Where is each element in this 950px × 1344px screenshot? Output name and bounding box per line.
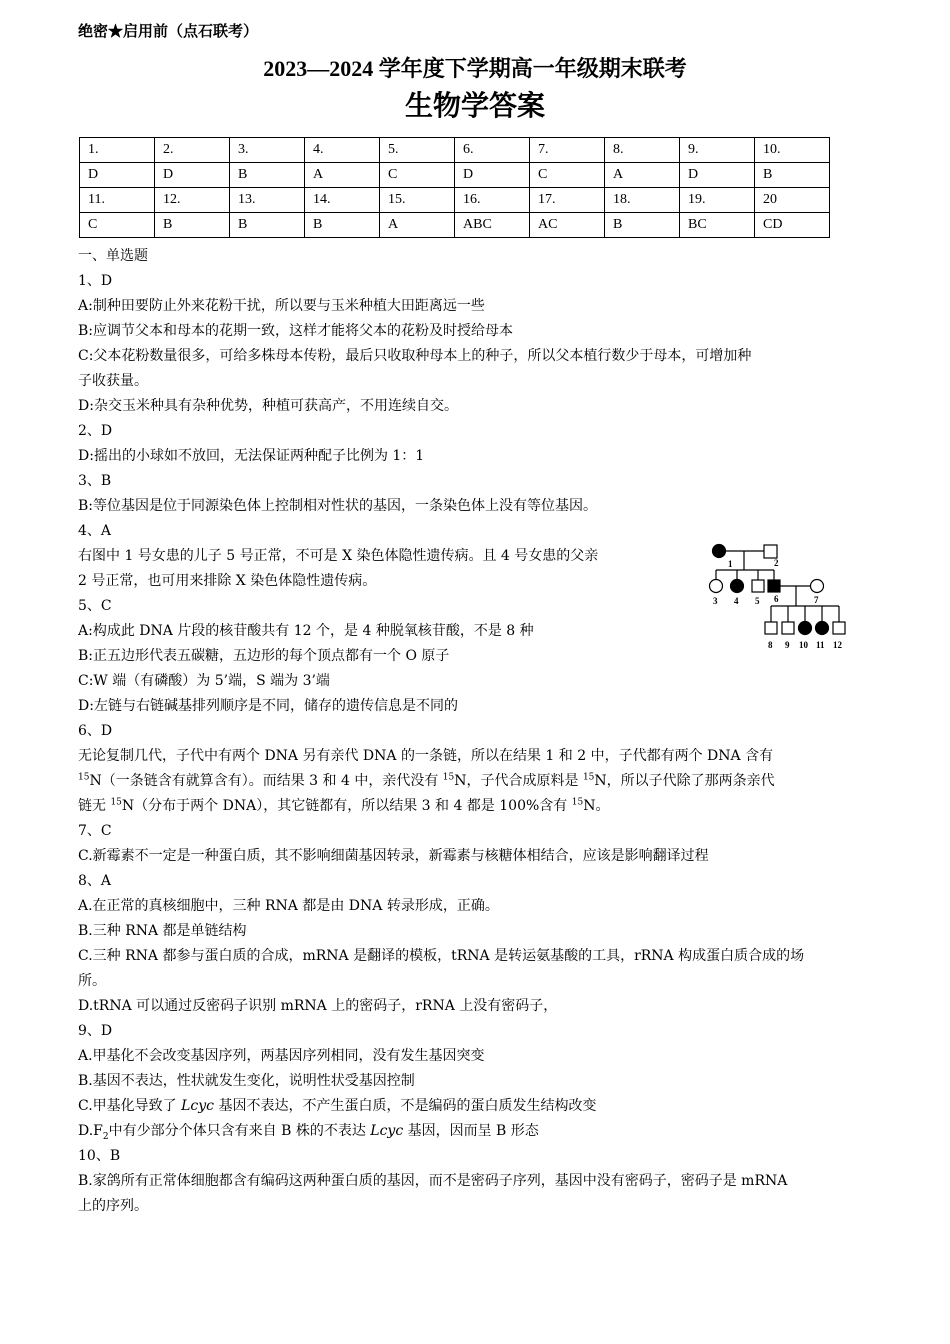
table-cell: 3.	[230, 138, 305, 163]
table-row	[80, 138, 830, 163]
q9-text: 基因，因而呈 B 形态	[403, 1123, 539, 1139]
q6-text: N，子代合成原料是	[454, 773, 583, 789]
q9-text: C.甲基化导致了	[78, 1098, 182, 1114]
q3-heading: 3、B	[78, 473, 112, 489]
pedigree-label: 11	[816, 640, 825, 650]
exam-title: 2023—2024 学年度下学期高一年级期末联考	[263, 56, 687, 81]
table-cell: 15.	[380, 188, 455, 213]
q5-option-d: D:左链与右链碱基排列顺序是不同，储存的遗传信息是不同的	[78, 698, 458, 714]
answer-title: 生物学答案	[404, 89, 545, 122]
answer-table	[79, 137, 830, 238]
table-cell: 17.	[530, 188, 605, 213]
pedigree-male-normal	[782, 622, 794, 634]
pedigree-female-normal	[710, 580, 723, 593]
q1-option-c-cont: 子收获量。	[78, 373, 148, 389]
q4-line-2: 2 号正常，也可用来排除 X 染色体隐性遗传病。	[78, 573, 377, 589]
gene-name: Lcyc	[181, 1098, 215, 1114]
table-cell: 1.	[80, 138, 155, 163]
q7-heading: 7、C	[78, 823, 112, 839]
q10-option-b-cont: 上的序列。	[78, 1198, 148, 1214]
table-row	[80, 163, 830, 188]
q1-option-b: B:应调节父本和母本的花期一致，这样才能将父本的花粉及时授给母本	[78, 323, 514, 339]
q2-option-d: D:摇出的小球如不放回，无法保证两种配子比例为 1：1	[78, 448, 425, 464]
q3-option-b: B:等位基因是位于同源染色体上控制相对性状的基因，一条染色体上没有等位基因。	[78, 498, 598, 514]
q5-option-a: A:构成此 DNA 片段的核苷酸共有 12 个，是 4 种脱氧核苷酸，不是 8 种	[78, 623, 534, 639]
pedigree-label: 5	[755, 596, 760, 606]
q1-heading: 1、D	[78, 273, 113, 289]
table-cell: 7.	[530, 138, 605, 163]
table-cell: AC	[530, 213, 605, 238]
q9-option-a: A.甲基化不会改变基因序列，两基因序列相同，没有发生基因突变	[78, 1048, 485, 1064]
pedigree-label: 12	[833, 640, 842, 650]
q6-text: 链无	[78, 798, 111, 814]
q8-option-c: C.三种 RNA 都参与蛋白质的合成，mRNA 是翻译的模板，tRNA 是转运氨基酸的工具，rRNA 构成蛋白质合成的场	[78, 948, 805, 964]
confidential-note: 绝密★启用前（点石联考）	[78, 22, 259, 40]
pedigree-label: 1	[728, 559, 733, 569]
q6-text: N（一条链含有就算含有）。而结果 3 和 4 中，亲代没有	[89, 773, 443, 789]
pedigree-label: 10	[799, 640, 808, 650]
pedigree-female-normal	[811, 580, 824, 593]
table-cell: D	[680, 163, 755, 188]
table-cell: D	[455, 163, 530, 188]
pedigree-label: 7	[814, 595, 819, 605]
q8-option-a: A.在正常的真核细胞中，三种 RNA 都是由 DNA 转录形成，正确。	[78, 898, 499, 914]
isotope-sup: 15	[571, 797, 584, 808]
pedigree-male-normal	[833, 622, 845, 634]
q8-option-c-cont: 所。	[78, 973, 106, 989]
pedigree-label: 6	[774, 594, 779, 604]
q6-text: N。	[583, 798, 610, 814]
table-cell: BC	[680, 213, 755, 238]
table-cell: A	[305, 163, 380, 188]
q10-heading: 10、B	[78, 1148, 121, 1164]
isotope-sup: 15	[442, 772, 455, 783]
q4-line-1: 右图中 1 号女患的儿子 5 号正常，不可是 X 染色体隐性遗传病。且 4 号女患的父亲	[78, 548, 599, 564]
q1-option-c: C:父本花粉数量很多，可给多株母本传粉，最后只收取种母本上的种子，所以父本植行数少于母本，可增加种	[78, 348, 752, 364]
table-cell: CD	[755, 213, 830, 238]
q6-line-3	[78, 794, 888, 819]
table-row	[80, 213, 830, 238]
q9-option-b: B.基因不表达，性状就发生变化，说明性状受基因控制	[78, 1073, 415, 1089]
pedigree-female-affected	[799, 622, 812, 635]
q9-text: 中有少部分个体只含有来自 B 株的不表达	[108, 1123, 371, 1139]
pedigree-diagram	[700, 538, 860, 654]
table-cell: C	[380, 163, 455, 188]
answer-explanations	[78, 244, 888, 1219]
q5-heading: 5、C	[78, 598, 112, 614]
table-cell: 11.	[80, 188, 155, 213]
pedigree-male-normal	[752, 580, 764, 592]
q1-option-d: D:杂交玉米种具有杂种优势，种植可获高产，不用连续自交。	[78, 398, 458, 414]
pedigree-male-affected	[768, 580, 780, 592]
section-title: 一、单选题	[78, 248, 148, 264]
q7-option-c: C.新霉素不一定是一种蛋白质，其不影响细菌基因转录，新霉素与核糖体相结合，应该是影响翻译过程	[78, 848, 709, 864]
table-cell: 20	[755, 188, 830, 213]
table-cell: 19.	[680, 188, 755, 213]
isotope-sup: 15	[582, 772, 595, 783]
table-cell: B	[230, 213, 305, 238]
pedigree-male-normal	[764, 545, 777, 558]
q4-heading: 4、A	[78, 523, 112, 539]
pedigree-female-affected	[731, 580, 744, 593]
pedigree-label: 2	[774, 558, 779, 568]
q8-heading: 8、A	[78, 873, 112, 889]
q8-option-b: B.三种 RNA 都是单链结构	[78, 923, 247, 939]
table-cell: 14.	[305, 188, 380, 213]
table-cell: 2.	[155, 138, 230, 163]
q1-option-a: A:制种田要防止外来花粉干扰，所以要与玉米种植大田距离远一些	[78, 298, 485, 314]
table-cell: D	[155, 163, 230, 188]
gene-name: Lcyc	[370, 1123, 404, 1139]
table-cell: B	[155, 213, 230, 238]
pedigree-label: 8	[768, 640, 773, 650]
table-cell: 6.	[455, 138, 530, 163]
table-cell: 13.	[230, 188, 305, 213]
table-cell: 16.	[455, 188, 530, 213]
generation-sub: 2	[102, 1131, 109, 1142]
q9-text: 基因不表达，不产生蛋白质，不是编码的蛋白质发生结构改变	[214, 1098, 597, 1114]
q2-heading: 2、D	[78, 423, 113, 439]
table-cell: 12.	[155, 188, 230, 213]
table-cell: B	[230, 163, 305, 188]
q6-text: N，所以子代除了那两条亲代	[594, 773, 775, 789]
q9-option-c	[78, 1094, 888, 1119]
pedigree-label: 3	[713, 596, 718, 606]
table-cell: C	[530, 163, 605, 188]
table-cell: A	[605, 163, 680, 188]
pedigree-male-normal	[765, 622, 777, 634]
q8-option-d: D.tRNA 可以通过反密码子识别 mRNA 上的密码子，rRNA 上没有密码子，	[78, 998, 558, 1014]
table-cell: 8.	[605, 138, 680, 163]
q9-heading: 9、D	[78, 1023, 113, 1039]
table-cell: 18.	[605, 188, 680, 213]
table-cell: B	[605, 213, 680, 238]
table-cell: A	[380, 213, 455, 238]
table-cell: 4.	[305, 138, 380, 163]
q9-option-d	[78, 1119, 888, 1144]
pedigree-label: 9	[785, 640, 790, 650]
table-cell: 5.	[380, 138, 455, 163]
pedigree-female-affected	[816, 622, 829, 635]
q6-line-2	[78, 769, 888, 794]
q10-option-b: B.家鸽所有正常体细胞都含有编码这两种蛋白质的基因，而不是密码子序列，基因中没有密码子，密码子是 mRNA	[78, 1173, 788, 1189]
table-cell: B	[305, 213, 380, 238]
table-cell: D	[80, 163, 155, 188]
isotope-sup: 15	[110, 797, 122, 808]
q9-text: D.F	[78, 1123, 103, 1139]
q5-option-c: C:W 端（有磷酸）为 5’端，S 端为 3’端	[78, 673, 330, 689]
q6-text: N（分布于两个 DNA），其它链都有，所以结果 3 和 4 都是 100%含有	[121, 798, 572, 814]
isotope-sup: 15	[78, 772, 90, 783]
q5-option-b: B:正五边形代表五碳糖，五边形的每个顶点都有一个 O 原子	[78, 648, 450, 664]
pedigree-female-affected	[713, 545, 726, 558]
table-row	[80, 188, 830, 213]
table-cell: C	[80, 213, 155, 238]
table-cell: 9.	[680, 138, 755, 163]
q6-line-1: 无论复制几代，子代中有两个 DNA 另有亲代 DNA 的一条链，所以在结果 1 和 2 中，子代都有两个 DNA 含有	[78, 748, 774, 764]
table-cell: 10.	[755, 138, 830, 163]
pedigree-label: 4	[734, 596, 739, 606]
table-cell: B	[755, 163, 830, 188]
q6-heading: 6、D	[78, 723, 113, 739]
table-cell: ABC	[455, 213, 530, 238]
